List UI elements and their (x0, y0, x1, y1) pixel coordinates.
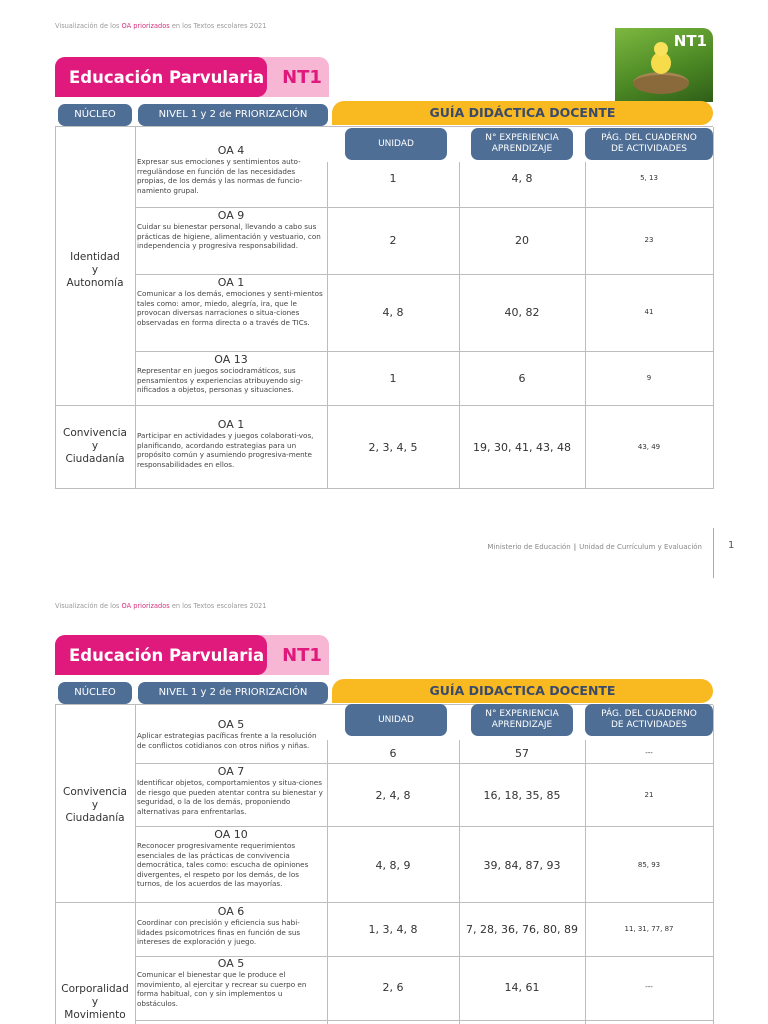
pagina-cell: 11, 31, 77, 87 (624, 925, 674, 933)
oa-description: Comunicar a los demás, emociones y senti-mientos tales como: amor, miedo, alegría, ira, que le provocan diversas narraciones o situa-ciones observadas en forma directa o a través de TICs. (137, 289, 323, 327)
caption-suffix: en los Textos escolares 2021 (171, 602, 267, 610)
level-badge: NT1 (282, 645, 322, 666)
col-header-pagina: PÁG. DEL CUADERNO DE ACTIVIDADES (585, 128, 713, 160)
guia-didactica-header: GUÍA DIDÁCTICA DOCENTE (332, 101, 713, 125)
chick-illustration (649, 42, 671, 76)
col-header-nivel: NIVEL 1 y 2 de PRIORIZACIÓN (138, 682, 328, 704)
footer-separator: | (573, 543, 577, 551)
unidad-cell: 2 (389, 234, 397, 247)
document-page-2 (0, 580, 768, 1024)
table-row (137, 766, 325, 816)
unidad-cell: 6 (389, 747, 397, 760)
experiencia-cell: 19, 30, 41, 43, 48 (473, 441, 571, 454)
unidad-cell: 2, 4, 8 (375, 789, 411, 802)
guia-didactica-header: GUÍA DIDACTICA DOCENTE (332, 679, 713, 703)
pagina-cell: 23 (644, 236, 654, 244)
oa-code: OA 10 (214, 828, 248, 841)
table-row (137, 719, 325, 750)
experiencia-cell: 16, 18, 35, 85 (483, 789, 561, 802)
oa-code: OA 7 (217, 765, 245, 778)
unidad-cell: 1 (389, 172, 397, 185)
pagina-cell: 21 (644, 791, 654, 799)
footer-unit: Unidad de Currículum y Evaluación (579, 543, 702, 551)
oa-code: OA 5 (217, 957, 245, 970)
section-title: Educación Parvularia (55, 635, 267, 675)
level-badge: NT1 (282, 67, 322, 88)
pagina-cell: --- (645, 983, 653, 991)
col-header-unidad: UNIDAD (345, 704, 447, 736)
table-header (55, 101, 713, 127)
table-row (137, 277, 325, 327)
col-header-experiencia: N° EXPERIENCIA APRENDIZAJE (471, 704, 573, 736)
caption-suffix: en los Textos escolares 2021 (171, 22, 267, 30)
page-number: 1 (728, 540, 735, 551)
nucleo-convivencia-ciudadania: Convivencia y Ciudadanía (63, 786, 127, 824)
table-row (137, 210, 325, 251)
unidad-cell: 4, 8 (382, 306, 404, 319)
caption-prefix: Visualización de los (55, 602, 120, 610)
nucleo-corporalidad-movimiento: Corporalidad y Movimiento (61, 983, 129, 1021)
unidad-cell: 2, 3, 4, 5 (368, 441, 418, 454)
oa-description: Aplicar estrategias pacíficas frente a la resolución de conflictos cotidianos con otros niños y niñas. (137, 731, 317, 750)
section-title: Educación Parvularia (55, 57, 267, 97)
col-header-nucleo: NÚCLEO (58, 682, 132, 704)
experiencia-cell: 20 (515, 234, 529, 247)
table-row (137, 906, 325, 947)
table-row (137, 958, 325, 1008)
oa-description: Identificar objetos, comportamientos y situa-ciones de riesgo que pueden atentar contra su bienestar y seguridad, o la de los demás, proponiendo alternativas para enfrentarlas. (137, 778, 323, 816)
textbook-cover-image (615, 28, 713, 102)
oa-table-page-1 (55, 127, 713, 489)
unidad-cell: 4, 8, 9 (375, 859, 411, 872)
experiencia-cell: 39, 84, 87, 93 (483, 859, 561, 872)
oa-table-page-2 (55, 705, 713, 1024)
nucleo-convivencia-ciudadania: Convivencia y Ciudadanía (63, 427, 127, 465)
oa-description: Reconocer progresivamente requerimientos esenciales de las prácticas de convivencia democrática, tales como: escucha de opiniones divergentes, el respeto por los demás, de los turnos, de los acuerdos de las mayorías. (137, 841, 309, 889)
table-header (55, 679, 713, 705)
oa-description: Participar en actividades y juegos colaborati-vos, planificando, acordando estrategias para un propósito común y asumiendo progresiva-mente responsabilidades en ellos. (137, 431, 314, 469)
unidad-cell: 1, 3, 4, 8 (368, 923, 418, 936)
cover-title: NT1 (673, 32, 707, 50)
pagina-cell: 9 (646, 374, 652, 382)
oa-description: Comunicar el bienestar que le produce el movimiento, al ejercitar y recrear su cuerpo en forma habitual, con y sin implementos u obstáculos. (137, 970, 307, 1008)
oa-description: Expresar sus emociones y sentimientos auto-rreguländose en función de las necesidades propias, de los demás y las normas de funcio-namiento grupal. (137, 157, 303, 195)
col-header-unidad: UNIDAD (345, 128, 447, 160)
header-caption (55, 22, 266, 30)
section-title-bar (55, 635, 329, 675)
footer-rule (713, 528, 714, 578)
table-row (137, 354, 325, 395)
experiencia-cell: 57 (515, 747, 529, 760)
oa-code: OA 1 (217, 276, 245, 289)
unidad-cell: 2, 6 (382, 981, 404, 994)
experiencia-cell: 7, 28, 36, 76, 80, 89 (466, 923, 578, 936)
nucleo-identidad-autonomia: Identidad y Autonomía (66, 251, 124, 289)
oa-description: Coordinar con precisión y eficiencia sus habi-lidades psicomotrices finas en función de sus intereses de exploración y juego. (137, 918, 301, 947)
pagina-cell: 5, 13 (640, 174, 658, 182)
footer-ministry: Ministerio de Educación (487, 543, 571, 551)
pagina-cell: 85, 93 (637, 861, 661, 869)
table-row (137, 829, 325, 889)
oa-code: OA 5 (217, 718, 245, 731)
experiencia-cell: 4, 8 (511, 172, 533, 185)
unidad-cell: 1 (389, 372, 397, 385)
pagina-cell: --- (645, 749, 653, 757)
oa-description: Cuidar su bienestar personal, llevando a cabo sus prácticas de higiene, alimentación y vestuario, con independencia y progresiva responsabilidad. (137, 222, 321, 251)
table-row (137, 145, 325, 195)
caption-highlight: OA priorizados (121, 602, 170, 610)
oa-code: OA 13 (214, 353, 248, 366)
oa-description: Representar en juegos sociodramáticos, sus pensamientos y experiencias atribuyendo sig-nificados a objetos, personas y situaciones. (137, 366, 303, 395)
table-row (137, 419, 325, 469)
section-title-bar (55, 57, 329, 97)
experiencia-cell: 40, 82 (504, 306, 540, 319)
col-header-nucleo: NÚCLEO (58, 104, 132, 126)
pagina-cell: 43, 49 (637, 443, 661, 451)
col-header-nivel: NIVEL 1 y 2 de PRIORIZACIÓN (138, 104, 328, 126)
col-header-experiencia: N° EXPERIENCIA APRENDIZAJE (471, 128, 573, 160)
pagina-cell: 41 (644, 308, 654, 316)
caption-prefix: Visualización de los (55, 22, 120, 30)
oa-code: OA 1 (217, 418, 245, 431)
oa-code: OA 4 (217, 144, 245, 157)
experiencia-cell: 6 (518, 372, 526, 385)
caption-highlight: OA priorizados (121, 22, 170, 30)
experiencia-cell: 14, 61 (504, 981, 540, 994)
page-footer (487, 543, 702, 551)
oa-code: OA 6 (217, 905, 245, 918)
col-header-pagina: PÁG. DEL CUADERNO DE ACTIVIDADES (585, 704, 713, 736)
oa-code: OA 9 (217, 209, 245, 222)
header-caption (55, 602, 266, 610)
